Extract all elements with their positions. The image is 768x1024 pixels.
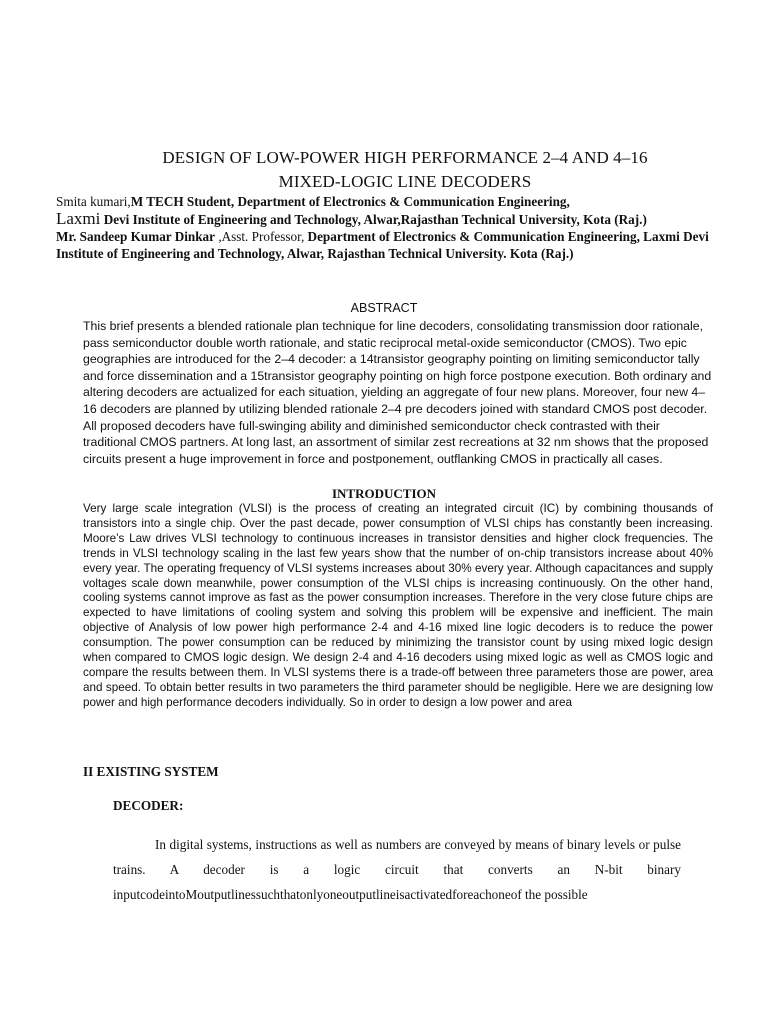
- section-heading-existing-system: II EXISTING SYSTEM: [83, 764, 219, 779]
- author-1-name: Smita kumari,: [56, 194, 131, 209]
- author-2-title: ,Asst. Professor,: [218, 229, 305, 244]
- author-2-name: Mr. Sandeep Kumar Dinkar: [56, 229, 216, 244]
- abstract-heading: ABSTRACT: [350, 301, 418, 315]
- author-2-affiliation: Department of Electronics & Communication Engineering, Laxmi Devi Institute of Engineering and Technology, Alwar, Rajasthan Technical University. Kota (Raj.): [56, 229, 709, 261]
- title-line-2: MIXED-LOGIC LINE DECODERS: [278, 172, 532, 191]
- author-block: [56, 193, 716, 262]
- abstract-text: This brief presents a blended rationale plan technique for line decoders, consolidating transmission door rationale, pass semiconductor double worth rationale, and static reciprocal metal-oxide semiconductor (CMOS). Two epic geographies are introduced for the 2–4 decoder: a 14transistor geography pointing on limiting semiconductor tally and force dissemination and a 15transistor geography pointing on high force postpone execution. Both ordinary and altering decoders are actualized for each situation, yielding an aggregate of four new plans. Moreover, four new 4–16 decoders are planned by utilizing blended rationale 2–4 pre decoders joined with standard CMOS post decoder. All proposed decoders have full-swinging ability and diminished semiconductor check contrasted with their traditional CMOS partners. At long last, an assortment of similar zest recreations at 32 nm shows that the proposed circuits present a huge improvement in force and postponement, outflanking CMOS in practically all cases.: [83, 319, 712, 466]
- subsection-heading-decoder: DECODER:: [113, 798, 184, 813]
- author-1-institution-first-word: Laxmi: [56, 209, 101, 228]
- author-1-institution: [56, 210, 716, 228]
- author-1-institution-rest: Devi Institute of Engineering and Technology, Alwar,Rajasthan Technical University, Kota (Raj.): [103, 212, 647, 227]
- decoder-paragraph-text: In digital systems, instructions as well as numbers are conveyed by means of binary levels or pulse trains. A decoder is a logic circuit that converts an N-bit binary inputcodeintoMoutputlinessuchthatonlyoneoutputlineisactivatedforeachoneof the possible: [113, 837, 681, 902]
- introduction-text: Very large scale integration (VLSI) is the process of creating an integrated circuit (IC) by combining thousands of transistors into a single chip. Over the past decade, power consumption of VLSI chips has constantly been increasing. Moore’s Law drives VLSI technology to continuous increases in transistor densities and higher clock frequencies. The trends in VLSI technology scaling in the last few years show that the number of on-chip transistors increase about 40% every year. The operating frequency of VLSI systems increases about 30% every year. Although capacitances and supply voltages scale down meanwhile, power consumption of the VLSI chips is increasing continuously. On the other hand, cooling systems cannot improve as fast as the power consumption increases. Therefore in the very close future chips are expected to have limitations of cooling system and solving this problem will be expensive and inefficient. The main objective of Analysis of low power high performance 2-4 and 4-16 mixed line logic decoders is to reduce the power consumption. The power consumption can be reduced by minimizing the transistor count by using mixed logic design when compared to CMOS logic design. We design 2-4 and 4-16 decoders using mixed logic as well as CMOS logic and compare the results between them. In VLSI systems there is a trade-off between three parameters those are power, area and speed. To obtain better results in two parameters the third parameter should be negligible. Here we are designing low power and high performance decoders individually. So in order to design a low power and area: [83, 502, 713, 709]
- author-2: [56, 228, 716, 262]
- author-1-role: M TECH Student, Department of Electronics & Communication Engineering,: [130, 194, 570, 209]
- paper-title: [100, 146, 710, 194]
- author-1: [56, 193, 716, 210]
- decoder-paragraph: [113, 832, 681, 907]
- title-line-1: DESIGN OF LOW-POWER HIGH PERFORMANCE 2–4 AND 4–16: [162, 148, 648, 167]
- introduction-heading: INTRODUCTION: [331, 486, 436, 501]
